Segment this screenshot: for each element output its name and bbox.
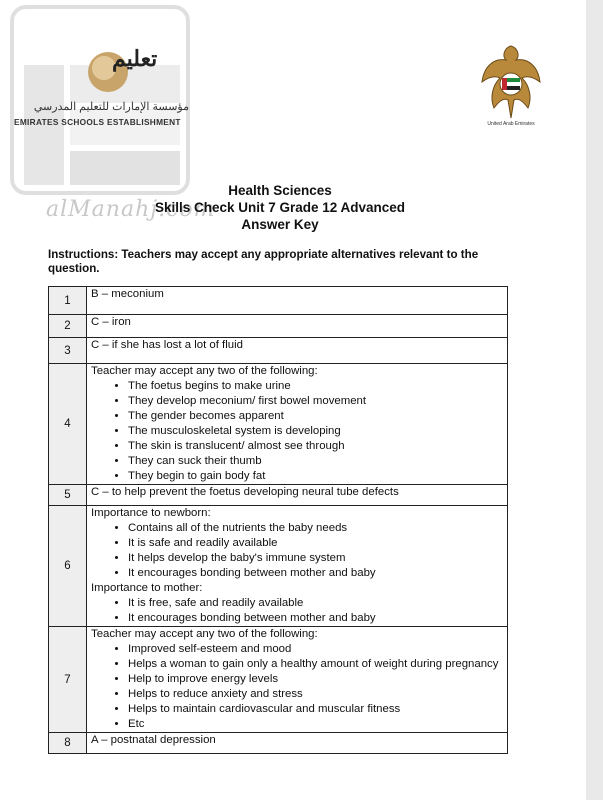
list-item: • Help to improve energy levels: [128, 672, 503, 687]
list-item: • It encourages bonding between mother and baby: [128, 566, 503, 581]
list-item: • They begin to gain body fat: [128, 469, 503, 484]
table-row: [49, 287, 508, 315]
uae-emblem-icon: [478, 42, 544, 122]
answer-intro: Teacher may accept any two of the following:: [91, 365, 318, 377]
list-item: • The gender becomes apparent: [128, 409, 503, 424]
list-item: • They can suck their thumb: [128, 454, 503, 469]
answer-table: [48, 286, 508, 754]
answer-list: [91, 521, 503, 581]
question-number: 6: [49, 506, 87, 627]
logo-arabic-mark: تعليم: [112, 46, 158, 71]
answer-intro: Importance to mother:: [91, 582, 203, 594]
list-item: • Etc: [128, 717, 503, 732]
logo-arabic-name: مؤسسة الإمارات للتعليم المدرسي: [33, 101, 189, 113]
answer-list: [91, 642, 503, 732]
answer-text: B – meconium: [87, 287, 508, 315]
list-item: • Contains all of the nutrients the baby needs: [128, 521, 503, 536]
logo-english-name: EMIRATES SCHOOLS ESTABLISHMENT: [14, 117, 181, 127]
list-item: • Improved self-esteem and mood: [128, 642, 503, 657]
emblem-caption: United Arab Emirates: [487, 121, 535, 127]
document-heading: Answer Key: [241, 217, 319, 232]
table-row: [49, 315, 508, 338]
document-title: Health Sciences: [228, 183, 332, 198]
table-row: [49, 485, 508, 506]
answer-cell: [87, 627, 508, 733]
list-item: • The skin is translucent/ almost see through: [128, 439, 503, 454]
list-item: • Helps to maintain cardiovascular and muscular fitness: [128, 702, 503, 717]
answer-list: [91, 379, 503, 484]
question-number: 4: [49, 364, 87, 485]
list-item: • The foetus begins to make urine: [128, 379, 503, 394]
answer-text: A – postnatal depression: [87, 733, 508, 754]
list-item: • It is safe and readily available: [128, 536, 503, 551]
list-item: • The musculoskeletal system is developing: [128, 424, 503, 439]
document-subtitle: Skills Check Unit 7 Grade 12 Advanced: [154, 200, 406, 215]
table-row: [49, 364, 508, 485]
answer-text: C – if she has lost a lot of fluid: [87, 338, 508, 364]
answer-list: [91, 596, 503, 626]
answer-intro: Teacher may accept any two of the following:: [91, 628, 318, 640]
question-number: 5: [49, 485, 87, 506]
answer-cell: [87, 506, 508, 627]
answer-text: C – to help prevent the foetus developing neural tube defects: [87, 485, 508, 506]
question-number: 1: [49, 287, 87, 315]
answer-intro: Importance to newborn:: [91, 507, 211, 519]
table-row: [49, 627, 508, 733]
list-item: • It encourages bonding between mother and baby: [128, 611, 503, 626]
list-item: • They develop meconium/ first bowel movement: [128, 394, 503, 409]
page-edge-strip: [586, 0, 603, 800]
question-number: 8: [49, 733, 87, 754]
table-row: [49, 506, 508, 627]
emirates-schools-logo: [14, 40, 189, 135]
answer-text: C – iron: [87, 315, 508, 338]
table-row: [49, 338, 508, 364]
list-item: • It is free, safe and readily available: [128, 596, 503, 611]
question-number: 3: [49, 338, 87, 364]
table-row: [49, 733, 508, 754]
list-item: • It helps develop the baby's immune system: [128, 551, 503, 566]
instructions-text: Instructions: Teachers may accept any appropriate alternatives relevant to the question.: [48, 248, 479, 275]
list-item: • Helps a woman to gain only a healthy amount of weight during pregnancy: [128, 657, 503, 672]
question-number: 2: [49, 315, 87, 338]
answer-cell: [87, 364, 508, 485]
question-number: 7: [49, 627, 87, 733]
watermark-text: alManahj.com: [46, 197, 216, 222]
list-item: • Helps to reduce anxiety and stress: [128, 687, 503, 702]
